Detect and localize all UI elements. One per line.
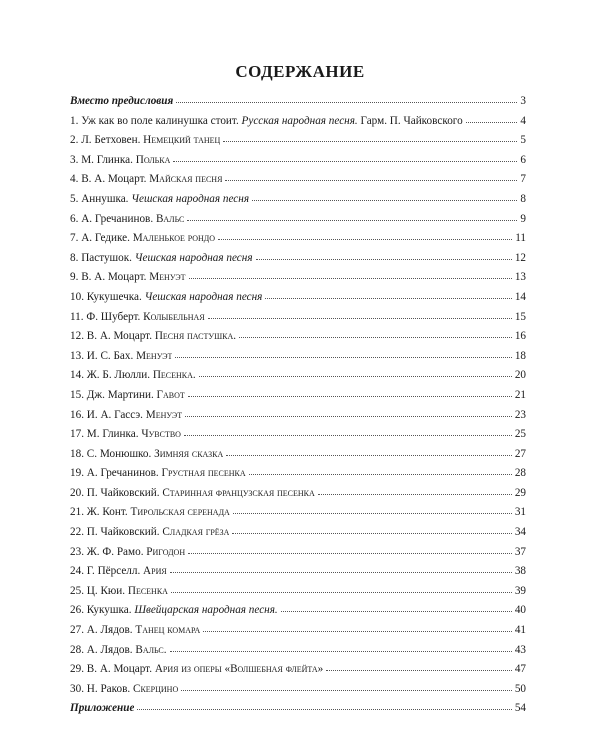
toc-entry-page: 21 xyxy=(514,388,526,401)
dot-leader xyxy=(208,310,512,319)
toc-entry-composer: 2. Л. Бетховен. xyxy=(70,134,141,147)
toc-entry xyxy=(70,249,526,269)
toc-entry-page: 34 xyxy=(514,526,526,539)
toc-entry-composer: 24. Г. Пёрселл. xyxy=(70,565,141,578)
toc-entry-page: 16 xyxy=(514,330,526,343)
toc-entry-work: Вальс xyxy=(155,212,185,225)
dot-leader xyxy=(171,584,512,593)
toc-entry-composer: 10. Кукушечка. xyxy=(70,290,142,303)
toc-entry-title xyxy=(70,249,253,269)
toc-entry-work: Старинная французская песенка xyxy=(162,486,315,499)
toc-entry-page: 23 xyxy=(514,408,526,421)
toc-entry-title xyxy=(70,366,196,386)
toc-entry-title xyxy=(70,660,323,680)
dot-leader xyxy=(249,466,512,475)
toc-entry-work: Майская песня xyxy=(149,173,223,186)
toc-entry xyxy=(70,660,526,680)
toc-entry-composer: 20. П. Чайковский. xyxy=(70,486,160,499)
toc-entry-page: 7 xyxy=(520,173,526,186)
toc-entry-title xyxy=(70,288,262,308)
toc-entry-title xyxy=(70,406,182,426)
toc-entry-page: 13 xyxy=(514,271,526,284)
toc-entry-title xyxy=(70,425,181,445)
dot-leader xyxy=(252,192,517,201)
toc-entry-work: Менуэт xyxy=(136,349,173,362)
toc-entry xyxy=(70,621,526,641)
toc-entry-page: 38 xyxy=(514,565,526,578)
toc-entry xyxy=(70,131,526,151)
toc-entry-work: Скерцино xyxy=(132,682,179,695)
dot-leader xyxy=(170,564,512,573)
toc-entry-page: 14 xyxy=(514,290,526,303)
toc-entry-title xyxy=(70,151,170,171)
toc-entry-genre: Русская народная песня. xyxy=(241,114,358,127)
toc-entry-composer: 26. Кукушка. xyxy=(70,604,132,617)
toc-entry xyxy=(70,386,526,406)
toc-entry-page: 15 xyxy=(514,310,526,323)
toc-entry-title xyxy=(70,190,249,210)
dot-leader xyxy=(173,153,517,162)
dot-leader xyxy=(233,505,512,514)
dot-leader xyxy=(281,603,512,612)
toc-entry-page: 31 xyxy=(514,506,526,519)
toc-entry xyxy=(70,641,526,661)
dot-leader xyxy=(188,545,512,554)
toc-entry-composer: 8. Пастушок. xyxy=(70,251,132,264)
toc-entry-work: Немецкий танец xyxy=(143,134,221,147)
toc-entry xyxy=(70,210,526,230)
toc-entry-page: 25 xyxy=(514,428,526,441)
toc-entry xyxy=(70,680,526,700)
toc-entry-page: 50 xyxy=(514,682,526,695)
toc-entry-title xyxy=(70,112,463,132)
toc-entry-composer: 11. Ф. Шуберт. xyxy=(70,310,141,323)
toc-entry-work: Тирольская серенада xyxy=(130,506,230,519)
dot-leader xyxy=(170,643,512,652)
toc-entry-title xyxy=(70,523,229,543)
toc-entry-title xyxy=(70,464,246,484)
toc-entry-title xyxy=(70,562,167,582)
toc-entry-title xyxy=(70,229,215,249)
toc-entry-genre: Швейцарская народная песня. xyxy=(134,604,278,617)
toc-entry-work: Гавот xyxy=(156,388,185,401)
toc-entry-page: 12 xyxy=(514,251,526,264)
dot-leader xyxy=(466,114,518,123)
toc-entry-composer: 12. В. А. Моцарт. xyxy=(70,330,153,343)
toc-entry-genre: Чешская народная песня xyxy=(144,290,263,303)
toc-entry-title xyxy=(70,680,178,700)
toc-entry-page: 40 xyxy=(514,604,526,617)
dot-leader xyxy=(181,682,512,691)
toc-entry xyxy=(70,327,526,347)
toc-entry-composer: 5. Аннушка. xyxy=(70,192,129,205)
toc-entry xyxy=(70,406,526,426)
toc-entry-work: Грустная песенка xyxy=(161,467,246,480)
toc-entry xyxy=(70,268,526,288)
toc-entry-work: Вальс. xyxy=(135,643,167,656)
toc-entry-work: Песенка xyxy=(127,584,168,597)
toc-entry xyxy=(70,445,526,465)
dot-leader xyxy=(203,623,512,632)
toc-entry xyxy=(70,699,526,719)
dot-leader xyxy=(188,388,512,397)
toc-entry-title xyxy=(70,582,168,602)
toc-entry-page: 28 xyxy=(514,467,526,480)
toc-entry-page: 20 xyxy=(514,369,526,382)
toc-entry xyxy=(70,347,526,367)
toc-entry xyxy=(70,523,526,543)
toc-entry xyxy=(70,503,526,523)
toc-entry-page: 9 xyxy=(520,212,526,225)
dot-leader xyxy=(184,427,512,436)
toc-entry-page: 54 xyxy=(514,702,526,715)
toc-entry-page: 4 xyxy=(520,114,526,127)
dot-leader xyxy=(318,486,512,495)
toc-entry xyxy=(70,562,526,582)
toc-entry xyxy=(70,151,526,171)
toc-entry-work: Чувство xyxy=(141,428,181,441)
toc-entry-title xyxy=(70,308,205,328)
toc-entry-title xyxy=(70,641,167,661)
toc-entry-page: 27 xyxy=(514,447,526,460)
toc-entry xyxy=(70,229,526,249)
toc-entry-composer: 13. И. С. Бах. xyxy=(70,349,134,362)
toc-entry-title xyxy=(70,92,173,112)
toc-entry-composer: Приложение xyxy=(70,702,135,715)
toc-entry-page: 18 xyxy=(514,349,526,362)
toc-entry-composer: 9. В. А. Моцарт. xyxy=(70,271,147,284)
toc-entry-composer: 14. Ж. Б. Люлли. xyxy=(70,369,151,382)
toc-entry-composer: 17. М. Глинка. xyxy=(70,428,139,441)
toc-entry-composer: 4. В. А. Моцарт. xyxy=(70,173,147,186)
toc-entry-title xyxy=(70,386,185,406)
toc-entry-composer: 30. Н. Раков. xyxy=(70,682,131,695)
toc-entry-composer: 29. В. А. Моцарт. xyxy=(70,663,153,676)
toc-entry-page: 37 xyxy=(514,545,526,558)
dot-leader xyxy=(256,251,512,260)
table-of-contents xyxy=(70,92,526,719)
toc-entry-work: Колыбельная xyxy=(143,310,205,323)
toc-entry-composer: 1. Уж как во поле калинушка стоит. xyxy=(70,114,239,127)
toc-entry xyxy=(70,484,526,504)
toc-entry-composer: 21. Ж. Конт. xyxy=(70,506,128,519)
toc-entry-work: Менуэт xyxy=(145,408,183,421)
toc-entry-page: 29 xyxy=(514,486,526,499)
toc-entry xyxy=(70,425,526,445)
toc-entry-title xyxy=(70,268,186,288)
toc-entry-composer: 15. Дж. Мартини. xyxy=(70,388,154,401)
toc-entry xyxy=(70,288,526,308)
toc-entry-genre: Чешская народная песня xyxy=(134,251,253,264)
toc-entry-work: Сладкая грёза xyxy=(162,526,230,539)
dot-leader xyxy=(326,662,512,671)
toc-entry-page: 47 xyxy=(514,663,526,676)
toc-entry-work: Танец комара xyxy=(135,624,201,637)
toc-entry-page: 3 xyxy=(520,95,526,107)
dot-leader xyxy=(189,270,512,279)
toc-entry-composer: 18. С. Монюшко. xyxy=(70,447,152,460)
page-title: СОДЕРЖАНИЕ xyxy=(235,62,365,81)
toc-entry xyxy=(70,170,526,190)
toc-entry xyxy=(70,112,526,132)
dot-leader xyxy=(265,290,511,299)
toc-entry xyxy=(70,543,526,563)
toc-entry-title xyxy=(70,170,222,190)
toc-entry-work: Менуэт xyxy=(149,271,186,284)
toc-entry-composer: 27. А. Лядов. xyxy=(70,624,133,637)
toc-entry-page: 39 xyxy=(514,584,526,597)
toc-entry-composer: 16. И. А. Гассэ. xyxy=(70,408,143,421)
toc-entry-page: 6 xyxy=(520,153,526,166)
toc-entry-title xyxy=(70,484,315,504)
toc-entry-composer: 6. А. Гречанинов. xyxy=(70,212,154,225)
toc-entry-composer: 3. М. Глинка. xyxy=(70,153,133,166)
toc-entry-title xyxy=(70,601,278,621)
toc-entry-page: 8 xyxy=(520,192,526,205)
dot-leader xyxy=(239,329,512,338)
dot-leader xyxy=(232,525,511,534)
toc-entry xyxy=(70,190,526,210)
dot-leader xyxy=(218,231,512,240)
dot-leader xyxy=(185,408,512,417)
toc-entry-title xyxy=(70,327,236,347)
toc-entry-work: Ригодон xyxy=(146,545,186,558)
toc-entry-title xyxy=(70,347,172,367)
toc-entry-page: 41 xyxy=(514,624,526,637)
toc-entry-page: 5 xyxy=(520,134,526,147)
toc-entry-composer: 22. П. Чайковский. xyxy=(70,526,160,539)
toc-entry-title xyxy=(70,699,134,719)
toc-entry-page: 43 xyxy=(514,643,526,656)
toc-entry-title xyxy=(70,503,230,523)
dot-leader xyxy=(187,212,517,221)
dot-leader xyxy=(175,349,511,358)
toc-entry-title xyxy=(70,445,223,465)
toc-entry-work: Полька xyxy=(135,153,171,166)
toc-entry-title xyxy=(70,621,200,641)
toc-entry-composer: 19. А. Гречанинов. xyxy=(70,467,159,480)
toc-entry-composer: 25. Ц. Кюи. xyxy=(70,584,126,597)
toc-entry-composer: 28. А. Лядов. xyxy=(70,643,133,656)
toc-entry-work: Маленькое рондо xyxy=(132,232,216,245)
dot-leader xyxy=(137,701,511,710)
toc-entry-work: Песенка. xyxy=(152,369,196,382)
toc-entry-title xyxy=(70,543,185,563)
toc-entry xyxy=(70,601,526,621)
dot-leader xyxy=(226,447,512,456)
toc-entry xyxy=(70,92,526,112)
toc-entry-title xyxy=(70,131,220,151)
toc-entry-composer: 7. А. Гедике. xyxy=(70,232,130,245)
dot-leader xyxy=(176,94,517,103)
toc-entry-page: 11 xyxy=(515,232,526,245)
dot-leader xyxy=(199,368,512,377)
toc-entry xyxy=(70,308,526,328)
dot-leader xyxy=(223,133,517,142)
toc-entry-work: Ария из оперы «Волшебная флейта» xyxy=(154,663,324,676)
toc-entry-genre: Чешская народная песня xyxy=(131,192,250,205)
dot-leader xyxy=(225,172,517,181)
toc-entry-title xyxy=(70,210,184,230)
toc-entry-composer: Вместо предисловия xyxy=(70,95,174,107)
toc-entry xyxy=(70,366,526,386)
toc-entry-arranger: Гарм. П. Чайковского xyxy=(360,114,463,127)
toc-entry xyxy=(70,582,526,602)
toc-entry-work: Ария xyxy=(143,565,167,578)
toc-entry xyxy=(70,464,526,484)
toc-entry-work: Зимняя сказка xyxy=(154,447,224,460)
toc-entry-work: Песня пастушка. xyxy=(154,330,237,343)
toc-entry-composer: 23. Ж. Ф. Рамо. xyxy=(70,545,144,558)
